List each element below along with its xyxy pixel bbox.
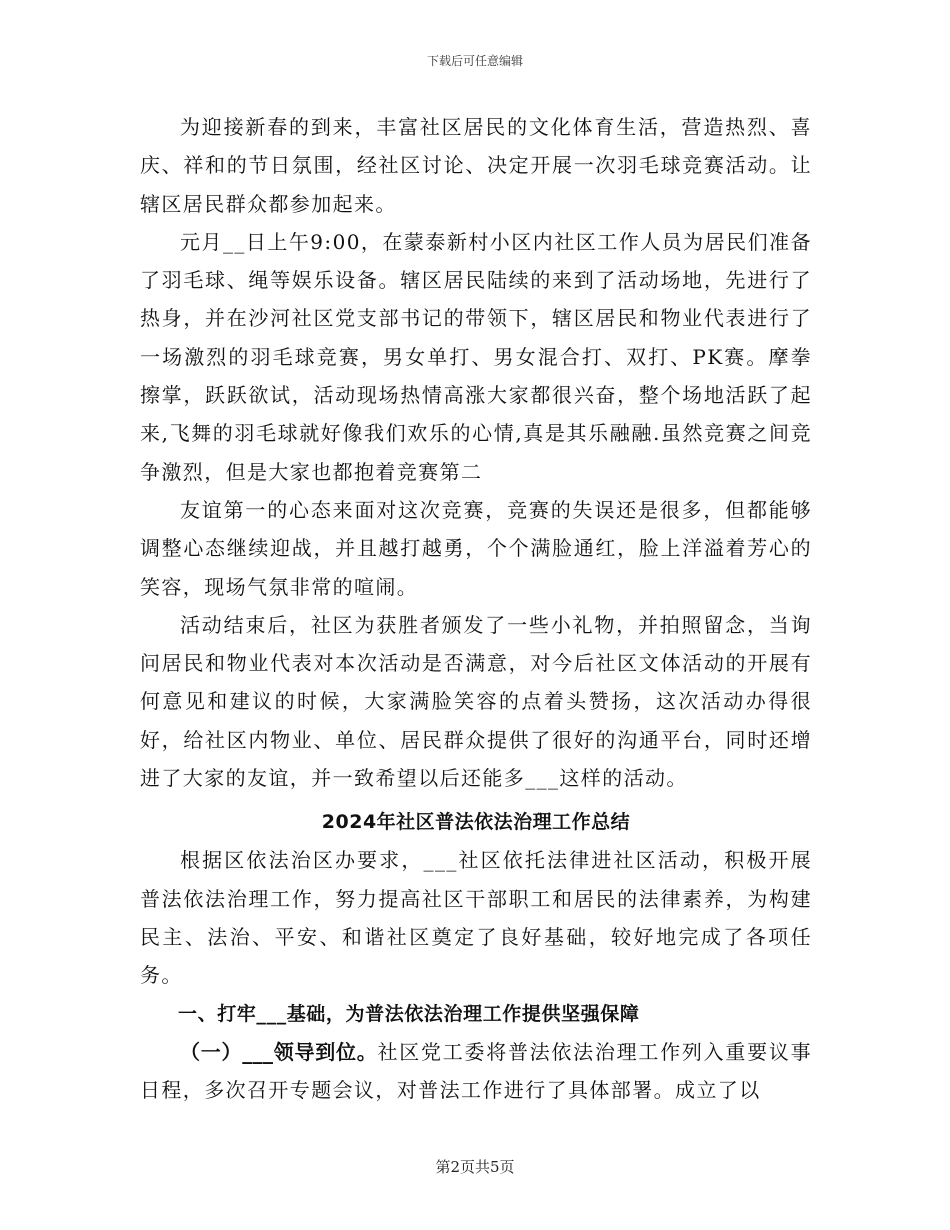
subsection-lead: （一）___领导到位。: [180, 1039, 378, 1064]
paragraph-intro-activity: 为迎接新春的到来，丰富社区居民的文化体育生活，营造热烈、喜庆、祥和的节日氛围，经社区讨论、决定开展一次羽毛球竞赛活动。让辖区居民群众都参加起来。: [140, 115, 812, 216]
paragraph-activity-end: 活动结束后，社区为获胜者颁发了一些小礼物，并拍照留念，当询问居民和物业代表对本次活动是否满意，对今后社区文体活动的开展有何意见和建议的时候，大家满脸笑容的点着头赞扬，这次活动办得很好，给社区内物业、单位、居民群众提供了很好的沟通平台，同时还增进了大家的友谊，并一致希望以后还能多___这样的活动。: [140, 612, 812, 791]
document-body: [140, 108, 812, 1109]
page-header: 下载后可任意编辑: [426, 54, 523, 68]
section-heading-1: 一、打牢___基础，为普法依法治理工作提供坚强保障: [178, 1002, 640, 1025]
page-footer: 第2页共5页: [435, 1158, 515, 1176]
paragraph-activity-details: 元月__日上午9:00，在蒙泰新村小区内社区工作人员为居民们准备了羽毛球、绳等娱乐设备。辖区居民陆续的来到了活动场地，先进行了热身，并在沙河社区党支部书记的带领下，辖区居民和物业代表进行了一场激烈的羽毛球竞赛，男女单打、男女混合打、双打、PK赛。摩拳擦掌，跃跃欲试，活动现场热情高涨大家都很兴奋，整个场地活跃了起来,飞舞的羽毛球就好像我们欢乐的心情,真是其乐融融.虽然竞赛之间竞争激烈，但是大家也都抱着竞赛第二: [140, 229, 812, 484]
paragraph-summary-intro: 根据区依法治区办要求，___社区依托法律进社区活动，积极开展普法依法治理工作，努力提高社区干部职工和居民的法律素养，为构建民主、法治、平安、和谐社区奠定了良好基础，较好地完成了各项任务。: [140, 848, 812, 988]
paragraph-friendship: 友谊第一的心态来面对这次竞赛，竞赛的失误还是很多，但都能够调整心态继续迎战，并且越打越勇，个个满脸通红，脸上洋溢着芳心的笑容，现场气氛非常的喧闹。: [140, 497, 812, 599]
paragraph-subsection-1: [140, 1033, 812, 1110]
subsection-text: 社区党工委将普法依法治理工作列入重要议事日程，多次召开专题会议，对普法工作进行了具体部署。成立了以: [140, 1039, 812, 1103]
document-title: 2024年社区普法依法治理工作总结: [321, 811, 631, 834]
